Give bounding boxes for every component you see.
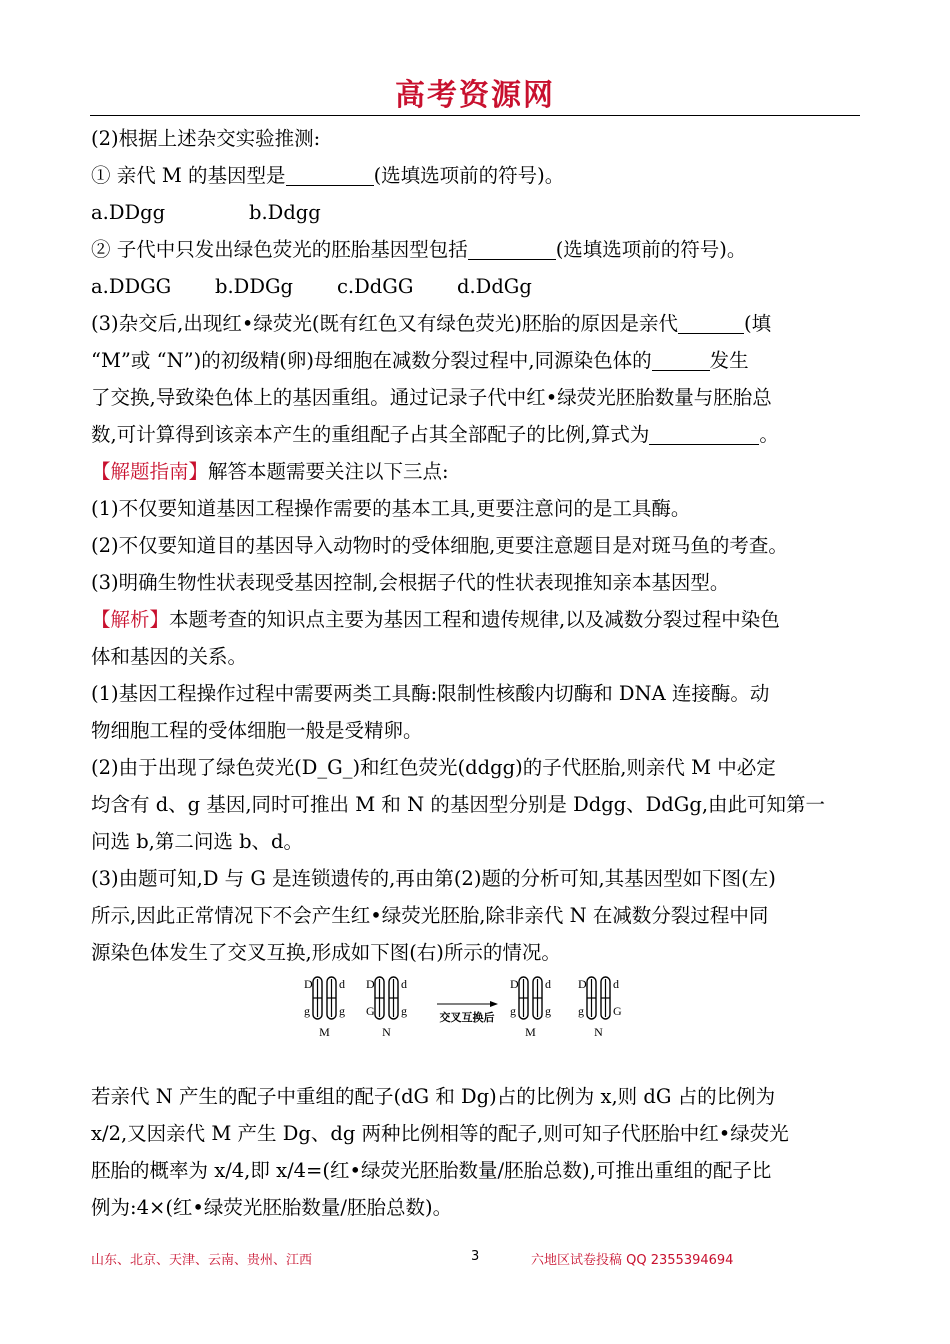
chromosome [313,977,322,1019]
gene-label: g [510,1004,516,1018]
text-line: x/2,又因亲代 M 产生 Dg、dg 两种比例相等的配子,则可知子代胚胎中红•绿荧光 [91,1122,789,1145]
content [91,120,863,1226]
text-line: 胚胎的概率为 x/4,即 x/4=(红•绿荧光胚胎数量/胚胎总数),可推出重组的配子比 [91,1159,772,1182]
answer-blank [652,349,710,371]
analysis-tag: 【解析】 [91,608,170,631]
parent-label: M [319,1025,330,1039]
chromosome-pair [510,977,551,1039]
text-line [91,453,863,490]
text-line: (1)不仅要知道基因工程操作需要的基本工具,更要注意问的是工具酶。 [91,497,691,520]
text-line [91,342,863,379]
option-line [91,194,863,231]
text-line: 源染色体发生了交叉互换,形成如下图(右)所示的情况。 [91,941,561,964]
text-segment: ① 亲代 M 的基因型是 [91,164,286,187]
chromosome-figure [91,973,863,1068]
gene-label: g [545,1004,551,1018]
text-line: 物细胞工程的受体细胞一般是受精卵。 [91,719,423,742]
answer-blank [678,312,744,334]
gene-label: d [613,977,619,991]
option-item: b.Ddgg [249,201,321,224]
text-line [91,157,863,194]
text-line [91,601,863,638]
text-line: (2)由于出现了绿色荧光(D_G_)和红色荧光(ddgg)的子代胚胎,则亲代 M 中必定 [91,756,776,779]
text-line: 所示,因此正常情况下不会产生红•绿荧光胚胎,除非亲代 N 在减数分裂过程中同 [91,904,769,927]
text-line: 例为:4×(红•绿荧光胚胎数量/胚胎总数)。 [91,1196,453,1219]
text-segment: 解答本题需要关注以下三点: [208,460,449,483]
answer-blank [468,238,556,260]
text-segment: “M”或 “N”)的初级精(卵)母细胞在减数分裂过程中,同源染色体的 [91,349,652,372]
option-item: a.DDGG [91,275,172,298]
text-segment: (选填选项前的符号)。 [373,164,565,187]
chromosome-pair [578,977,622,1039]
text-line [91,231,863,268]
page-number: 3 [471,1249,480,1264]
answer-blank [649,423,759,445]
text-line: 若亲代 N 产生的配子中重组的配子(dG 和 Dg)占的比例为 x,则 dG 占的比例为 [91,1085,776,1108]
chromosome [375,977,384,1019]
guide-tag: 【解题指南】 [91,460,209,483]
option-item: b.DDGg [215,275,294,298]
text-segment: 发生 [709,349,749,372]
gene-label: g [578,1004,584,1018]
gene-label: G [366,1004,375,1018]
chromosome-diagram [91,973,863,1068]
text-segment: (填 [744,312,772,335]
text-line: 体和基因的关系。 [91,645,248,668]
text-segment: 数,可计算得到该亲本产生的重组配子占其全部配子的比例,算式为 [91,423,650,446]
gene-label: D [578,977,587,991]
footer-left: 山东、北京、天津、云南、贵州、江西 [91,1253,313,1268]
footer-right: 六地区试卷投稿 QQ 2355394694 [531,1253,734,1268]
gene-label: D [366,977,375,991]
chromosome-pair [366,977,407,1039]
chromosome [587,977,596,1019]
option-item: c.DdGG [337,275,414,298]
chromosome [327,977,336,1019]
text-line: 问选 b,第二问选 b、d。 [91,830,304,853]
gene-label: d [401,977,407,991]
text-line: (2)根据上述杂交实验推测: [91,127,321,150]
gene-label: D [510,977,519,991]
parent-label: N [382,1025,391,1039]
text-segment: (选填选项前的符号)。 [555,238,747,261]
option-line [91,268,863,305]
answer-blank [286,164,374,186]
text-line [91,416,863,453]
chromosome [389,977,398,1019]
text-line: (1)基因工程操作过程中需要两类工具酶:限制性核酸内切酶和 DNA 连接酶。动 [91,682,770,705]
gene-label: g [339,1004,345,1018]
chromosome-pair [304,977,345,1039]
gene-label: G [613,1004,622,1018]
text-line [91,305,863,342]
text-line: (3)明确生物性状表现受基因控制,会根据子代的性状表现推知亲本基因型。 [91,571,730,594]
text-line: (3)由题可知,D 与 G 是连锁遗传的,再由第(2)题的分析可知,其基因型如下图(左) [91,867,776,890]
chromosome [601,977,610,1019]
text-segment: 本题考查的知识点主要为基因工程和遗传规律,以及减数分裂过程中染色 [169,608,780,631]
chromosome [533,977,542,1019]
header-title: 高考资源网 [395,78,555,113]
option-item: a.DDgg [91,201,166,224]
text-line: 了交换,导致染色体上的基因重组。通过记录子代中红•绿荧光胚胎数量与胚胎总 [91,386,772,409]
text-segment: 。 [759,423,779,446]
option-item: d.DdGg [457,275,532,298]
gene-label: d [339,977,345,991]
arrow-label: 交叉互换后 [439,1011,495,1024]
text-line: (2)不仅要知道目的基因导入动物时的受体细胞,更要注意题目是对斑马鱼的考查。 [91,534,788,557]
gene-label: D [304,977,313,991]
text-segment: ② 子代中只发出绿色荧光的胚胎基因型包括 [91,238,468,261]
parent-label: M [525,1025,536,1039]
chromosome-pairs [304,977,622,1039]
gene-label: g [304,1004,310,1018]
parent-label: N [594,1025,603,1039]
gene-label: g [401,1004,407,1018]
gene-label: d [545,977,551,991]
text-line: 均含有 d、g 基因,同时可推出 M 和 N 的基因型分别是 Ddgg、DdGg,由此可知第一 [91,793,826,816]
header-rule [90,115,860,116]
chromosome [519,977,528,1019]
text-segment: (3)杂交后,出现红•绿荧光(既有红色又有绿色荧光)胚胎的原因是亲代 [91,312,679,335]
